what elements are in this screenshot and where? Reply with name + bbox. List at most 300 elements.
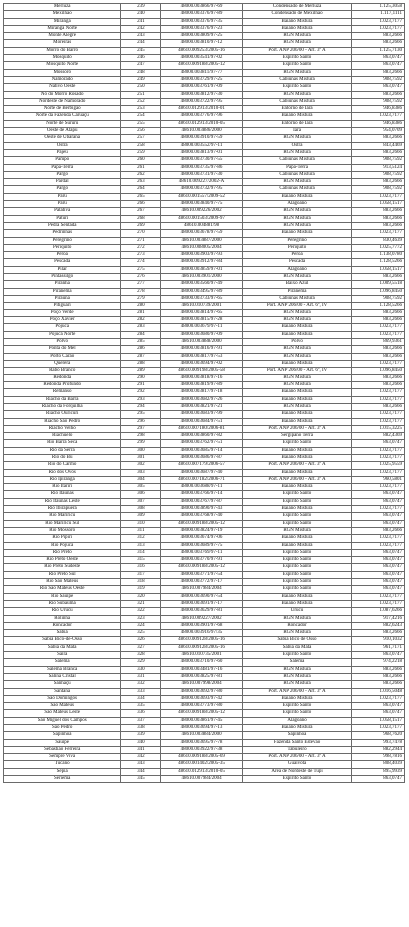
table-row xyxy=(4,718,404,725)
field-name-cell: Riacho Ouricuri xyxy=(4,411,121,417)
field-number-cell: 330 xyxy=(121,667,161,673)
table-row xyxy=(4,564,404,571)
field-number-cell: 256 xyxy=(121,128,161,134)
field-number-cell: 271 xyxy=(121,238,161,244)
process-number-cell: 48000.003678/97-59 xyxy=(161,230,243,236)
field-name-cell: Sabiá xyxy=(4,630,121,636)
field-name-cell: Pescada xyxy=(4,259,121,265)
table-row xyxy=(4,346,404,353)
reference-crude-cell: Baiano Mistura xyxy=(243,543,352,549)
table-row xyxy=(4,281,404,288)
price-value-cell: 1.015,3225 xyxy=(379,425,403,431)
table-row xyxy=(4,689,404,696)
field-name-cell: Paturi xyxy=(4,216,121,222)
field-name-cell: Namorado xyxy=(4,77,121,83)
price-value-cell: 1.023,7177 xyxy=(379,724,403,730)
table-row xyxy=(4,477,404,484)
field-number-cell: 298 xyxy=(121,433,161,439)
field-number-cell: 249 xyxy=(121,77,161,83)
field-name-cell: Tucano xyxy=(4,761,121,767)
reference-crude-cell: Cabiúnas Mistura xyxy=(243,186,352,192)
field-name-cell: Miranga xyxy=(4,19,121,25)
field-number-cell: 311 xyxy=(121,528,161,534)
field-name-cell: Sempre Viva xyxy=(4,754,121,760)
field-name-cell: Piraúna xyxy=(4,296,121,302)
process-number-cell: 48610.001402/2005-35 xyxy=(161,761,243,767)
reference-crude-cell: Condensado de Merluza xyxy=(243,4,352,10)
table-row xyxy=(4,121,404,128)
table-row xyxy=(4,419,404,426)
process-number-cell: 48610.003886/2000 xyxy=(161,128,243,134)
table-row xyxy=(4,252,404,259)
field-number-cell: 329 xyxy=(121,659,161,665)
field-number-cell: 302 xyxy=(121,462,161,468)
price-value-cell: 993,7478 xyxy=(383,739,403,745)
price-value-cell: 974,2218 xyxy=(383,659,403,665)
reference-crude-cell: RGN Mistura xyxy=(243,616,352,622)
price-value-cell: 1.058,1517 xyxy=(379,266,403,272)
field-name-cell: Pargo xyxy=(4,172,121,178)
table-row xyxy=(4,106,404,113)
field-number-cell: 241 xyxy=(121,19,161,25)
table-row xyxy=(4,521,404,528)
field-name-cell: São Mateus Leste xyxy=(4,710,121,716)
price-value-cell: 1.023,7177 xyxy=(379,600,403,606)
price-value-cell: 883,2666 xyxy=(383,673,403,679)
reference-crude-cell: Tabuleiro xyxy=(243,747,352,753)
field-name-cell: Riacho da Forquilha xyxy=(4,404,121,410)
field-number-cell: 255 xyxy=(121,121,161,127)
table-row xyxy=(4,165,404,172)
table-row xyxy=(4,40,404,47)
field-number-cell: 308 xyxy=(121,506,161,512)
field-name-cell: Rolinha xyxy=(4,616,121,622)
reference-crude-cell: Port. ANP 206/00 - Art. 3º A xyxy=(243,462,352,468)
reference-crude-cell: Periquito xyxy=(243,245,352,251)
field-number-cell: 309 xyxy=(121,513,161,519)
reference-crude-cell: Iara xyxy=(243,128,352,134)
price-value-cell: 883,2666 xyxy=(383,666,403,672)
field-number-cell: 288 xyxy=(121,361,161,367)
table-row xyxy=(4,506,404,513)
table-row xyxy=(4,332,404,339)
price-value-cell: 1.087,6266 xyxy=(379,608,403,614)
field-name-cell: Piranema xyxy=(4,289,121,295)
process-number-cell: 48000.003860/97-82 xyxy=(161,433,243,439)
process-number-cell: 48000.003560/97-49 xyxy=(161,281,243,287)
price-value-cell: 863,0747 xyxy=(383,571,403,577)
field-number-cell: 341 xyxy=(121,747,161,753)
price-value-cell: 863,0747 xyxy=(383,579,403,585)
reference-crude-cell: RGN Mistura xyxy=(243,375,352,381)
process-number-cell: 48610.009227/2002 xyxy=(161,616,243,622)
table-row xyxy=(4,616,404,623)
reference-crude-cell: Espírito Santo xyxy=(243,62,352,68)
field-name-cell: Redonda Profundo xyxy=(4,382,121,388)
price-value-cell: 1.023,7177 xyxy=(379,542,403,548)
field-number-cell: 325 xyxy=(121,630,161,636)
reference-crude-cell: Pescada xyxy=(243,259,352,265)
field-name-cell: Mossoró xyxy=(4,70,121,76)
price-value-cell: 883,2666 xyxy=(383,403,403,409)
field-name-cell: Oeste de Ubarana xyxy=(4,135,121,141)
reference-crude-cell: Piranema xyxy=(243,289,352,295)
table-row xyxy=(4,659,404,666)
field-number-cell: 299 xyxy=(121,440,161,446)
price-value-cell: 908,7592 xyxy=(383,98,403,104)
field-number-cell: 338 xyxy=(121,725,161,731)
reference-crude-cell: RGN Mistura xyxy=(243,179,352,185)
reference-crude-cell: RGN Mistura xyxy=(243,310,352,316)
field-name-cell: Morro do Barro xyxy=(4,48,121,54)
process-number-cell: 48000.003816/97-91 xyxy=(161,346,243,352)
reference-crude-cell: Peroá xyxy=(243,252,352,258)
price-value-cell: 1.125,3058 xyxy=(379,4,403,9)
price-value-cell: 1.096,8450 xyxy=(379,288,403,294)
price-value-cell: 863,0747 xyxy=(383,440,403,446)
reference-crude-cell: Baiano Mistura xyxy=(243,411,352,417)
price-value-cell: 883,2666 xyxy=(383,222,403,228)
price-value-cell: 1.023,7177 xyxy=(379,389,403,395)
reference-crude-cell: Port. ANP 206/00 - Art. 3º A xyxy=(243,48,352,54)
field-name-cell: Oeste de Atapu xyxy=(4,128,121,134)
reference-crude-cell: Baiano Mistura xyxy=(243,455,352,461)
price-value-cell: 883,2666 xyxy=(383,135,403,141)
price-value-cell: 1.023,7177 xyxy=(379,447,403,453)
reference-crude-cell: Espírito Santo xyxy=(243,710,352,716)
reference-crude-cell: Espírito Santo xyxy=(243,572,352,578)
field-name-cell: Pojuca xyxy=(4,324,121,330)
table-row xyxy=(4,550,404,557)
process-number-cell: 48000.003689/97-75 xyxy=(161,543,243,549)
field-name-cell: Sabiá Bico-de-Osso xyxy=(4,637,121,643)
process-number-cell: 48000.003693/97-42 xyxy=(161,696,243,702)
table-row xyxy=(4,725,404,732)
price-value-cell: 1.023,7177 xyxy=(379,411,403,417)
price-value-cell: 830,4639 xyxy=(383,237,403,243)
process-number-cell: 48000.003495/97-89 xyxy=(161,289,243,295)
process-number-cell: 48000.003376/97-35 xyxy=(161,19,243,25)
price-value-cell: 869,9361 xyxy=(383,338,403,344)
field-name-cell: Mosquito xyxy=(4,55,121,61)
table-row xyxy=(4,223,404,230)
table-row xyxy=(4,747,404,754)
field-number-cell: 322 xyxy=(121,608,161,614)
field-number-cell: 247 xyxy=(121,62,161,68)
field-name-cell: Rio Pojuca xyxy=(4,543,121,549)
process-number-cell: 48610.010739/2001 xyxy=(161,303,243,309)
field-name-cell: Pilar xyxy=(4,267,121,273)
table-row xyxy=(4,194,404,201)
price-value-cell: 863,0747 xyxy=(383,564,403,570)
field-number-cell: 307 xyxy=(121,499,161,505)
field-name-cell: Poço Verde xyxy=(4,310,121,316)
reference-crude-cell: Polvo xyxy=(243,339,352,345)
reference-crude-cell: Cabiúnas Mistura xyxy=(243,99,352,105)
field-number-cell: 282 xyxy=(121,317,161,323)
table-row xyxy=(4,216,404,223)
field-name-cell: Rio Ibirapuera xyxy=(4,506,121,512)
table-row xyxy=(4,601,404,608)
process-number-cell: 48610.009128/2005-16 xyxy=(161,637,243,643)
table-row xyxy=(4,732,404,739)
process-number-cell: 48000.003733/97-65 xyxy=(161,296,243,302)
price-value-cell: 863,0747 xyxy=(383,703,403,709)
table-row xyxy=(4,645,404,652)
field-name-cell: Rio Mossoró xyxy=(4,528,121,534)
field-number-cell: 262 xyxy=(121,172,161,178)
price-value-cell: 882,6243 xyxy=(383,622,403,628)
reference-crude-cell: Cabiúnas Mistura xyxy=(243,296,352,302)
table-row xyxy=(4,513,404,520)
field-name-cell: Pampo xyxy=(4,157,121,163)
process-number-cell: 48610.008005/2004 xyxy=(161,245,243,251)
table-row xyxy=(4,375,404,382)
price-value-cell: 1.023,7177 xyxy=(379,418,403,424)
process-number-cell: 48000.003810/97-12 xyxy=(161,40,243,46)
table-row xyxy=(4,608,404,615)
reference-crude-cell: Sabiá Bico de Osso xyxy=(243,637,352,643)
reference-crude-cell: Baiano Mistura xyxy=(243,26,352,32)
reference-crude-cell: RGN Mistura xyxy=(243,135,352,141)
price-value-cell: 1.023,7177 xyxy=(379,535,403,541)
price-value-cell: 882,2944 xyxy=(383,746,403,752)
process-number-cell: 48610.007182/2006-71 xyxy=(161,477,243,483)
field-name-cell: Rio Preto Sul xyxy=(4,572,121,578)
reference-crude-cell: Baiano Mistura xyxy=(243,725,352,731)
price-value-cell: 883,2666 xyxy=(383,179,403,185)
field-name-cell: Rio Itaúnas Leste xyxy=(4,499,121,505)
process-number-cell: 48000.003861/97-45 xyxy=(161,718,243,724)
price-value-cell: 883,2666 xyxy=(383,91,403,97)
process-number-cell: 48000.003811/97-77 xyxy=(161,70,243,76)
table-row xyxy=(4,179,404,186)
table-row xyxy=(4,303,404,310)
process-number-cell: 48610.003884/2000 xyxy=(161,732,243,738)
price-value-cell: 960,5801 xyxy=(383,476,403,482)
field-name-cell: Sépia xyxy=(4,769,121,775)
price-value-cell: 863,0747 xyxy=(383,55,403,61)
table-row xyxy=(4,397,404,404)
field-name-cell: Saíra xyxy=(4,652,121,658)
reference-crude-cell: Espírito Santo xyxy=(243,521,352,527)
reference-crude-cell: RGN Mistura xyxy=(243,208,352,214)
process-number-cell: 48610.009128/2005-16 xyxy=(161,645,243,651)
process-number-cell: 48000.003692/97-80 xyxy=(161,689,243,695)
reference-crude-cell: Port. ANP 206/00 - Art. 6º, IV xyxy=(243,303,352,309)
field-number-cell: 303 xyxy=(121,470,161,476)
reference-crude-cell: Baiano Mistura xyxy=(243,601,352,607)
reference-crude-cell: Port. ANP 206/00 - Art. 3º A xyxy=(243,477,352,483)
table-row xyxy=(4,11,404,18)
table-row xyxy=(4,84,404,91)
reference-crude-cell: Baiano Mistura xyxy=(243,696,352,702)
process-number-cell: 48000.003762/97-51 xyxy=(161,440,243,446)
price-value-cell: 883,2666 xyxy=(383,317,403,323)
reference-crude-cell: Espírito Santo xyxy=(243,499,352,505)
field-name-cell: Moreiras xyxy=(4,40,121,46)
field-number-cell: 340 xyxy=(121,740,161,746)
field-number-cell: 250 xyxy=(121,84,161,90)
process-number-cell: 48000.003685/97-14 xyxy=(161,448,243,454)
reference-crude-cell: Entorno de Iara xyxy=(243,106,352,112)
field-name-cell: Rio São Mateus Oeste xyxy=(4,586,121,592)
process-number-cell: 48610.007998/2004 xyxy=(161,681,243,687)
price-value-cell: 863,0747 xyxy=(383,652,403,658)
price-value-cell: 1.023,7177 xyxy=(379,331,403,337)
table-row xyxy=(4,143,404,150)
field-number-cell: 263 xyxy=(121,179,161,185)
reference-crude-cell: RGN Mistura xyxy=(243,674,352,680)
field-number-cell: 285 xyxy=(121,339,161,345)
field-name-cell: Mexilhão xyxy=(4,11,121,17)
field-name-cell: Santana xyxy=(4,689,121,695)
reference-crude-cell: RGN Mistura xyxy=(243,223,352,229)
price-value-cell: 1.016,5048 xyxy=(379,688,403,694)
field-name-cell: Rio Subaúma xyxy=(4,601,121,607)
process-number-cell: 48000.003687/97-40 xyxy=(161,470,243,476)
field-number-cell: 252 xyxy=(121,99,161,105)
table-body xyxy=(3,3,405,783)
process-number-cell: 48000.003682/97-26 xyxy=(161,397,243,403)
field-number-cell: 260 xyxy=(121,157,161,163)
process-number-cell: 48610.003901/2000 xyxy=(161,274,243,280)
process-number-cell: 48000.003761/97-09 xyxy=(161,84,243,90)
table-row xyxy=(4,674,404,681)
field-name-cell: Rio Itariri xyxy=(4,484,121,490)
price-value-cell: 863,0747 xyxy=(383,557,403,563)
reference-crude-cell: Espírito Santo xyxy=(243,579,352,585)
field-name-cell: Riacho da Barra xyxy=(4,397,121,403)
process-number-cell: 48610.001557/2009-52 xyxy=(161,194,243,200)
field-number-cell: 331 xyxy=(121,674,161,680)
process-number-cell: 48000.003815/97-28 xyxy=(161,317,243,323)
price-value-cell: 1.023,7177 xyxy=(379,360,403,366)
price-value-cell: 883,2666 xyxy=(383,69,403,75)
price-value-cell: 968,7620 xyxy=(383,732,403,738)
reference-crude-cell: Baiano Mistura xyxy=(243,230,352,236)
reference-crude-cell: Fazenda Santo Estevão xyxy=(243,740,352,746)
field-number-cell: 301 xyxy=(121,455,161,461)
field-name-cell: Pedra Sentada xyxy=(4,223,121,229)
reference-crude-cell: RGN Mistura xyxy=(243,33,352,39)
field-name-cell: Norte de Berbigão xyxy=(4,106,121,112)
process-number-cell: 48000.003481/97-16 xyxy=(161,667,243,673)
table-row xyxy=(4,448,404,455)
field-name-cell: Nordeste de Namorado xyxy=(4,99,121,105)
field-number-cell: 284 xyxy=(121,332,161,338)
field-number-cell: 326 xyxy=(121,637,161,643)
process-number-cell: 48000.003772/97-17 xyxy=(161,579,243,585)
reference-crude-cell: RGN Mistura xyxy=(243,382,352,388)
reference-crude-cell: RGN Mistura xyxy=(243,92,352,98)
process-number-cell: 48000.003684/97-51 xyxy=(161,419,243,425)
table-row xyxy=(4,535,404,542)
table-row xyxy=(4,776,404,783)
field-number-cell: 270 xyxy=(121,230,161,236)
process-number-cell: 48000.003916/97/35 xyxy=(161,630,243,636)
price-value-cell: 883,2666 xyxy=(383,681,403,687)
table-row xyxy=(4,368,404,375)
process-number-cell: 48610.001503/2009-97 xyxy=(161,216,243,222)
process-number-cell: 48000.003769/97-11 xyxy=(161,550,243,556)
process-number-cell: 48000.003814/97-65 xyxy=(161,310,243,316)
price-value-cell: 1.125,7130 xyxy=(379,47,403,53)
field-name-cell: Rio Preto Sudeste xyxy=(4,564,121,570)
reference-crude-cell: RGN Mistura xyxy=(243,528,352,534)
reference-crude-cell: Baiano Mistura xyxy=(243,194,352,200)
table-row xyxy=(4,623,404,630)
table-row xyxy=(4,70,404,77)
reference-crude-cell: Port. ANP 206/00 - Art. 3º A xyxy=(243,426,352,432)
table-row xyxy=(4,426,404,433)
table-row xyxy=(4,339,404,346)
table-row xyxy=(4,761,404,768)
table-row xyxy=(4,186,404,193)
field-number-cell: 321 xyxy=(121,601,161,607)
price-value-cell: 961,7171 xyxy=(383,644,403,650)
table-row xyxy=(4,411,404,418)
field-name-cell: Polvo xyxy=(4,339,121,345)
field-number-cell: 277 xyxy=(121,281,161,287)
process-number-cell: 48610.009198/2005-58 xyxy=(161,368,243,374)
price-value-cell: 1.023,7177 xyxy=(379,695,403,701)
field-name-cell: Rio São Mateus xyxy=(4,579,121,585)
reference-crude-cell: RGN Mistura xyxy=(243,346,352,352)
reference-crude-cell: Área de Nordeste de Tupi xyxy=(243,769,352,775)
process-number-cell: 48000.003901/97-68 xyxy=(161,623,243,629)
table-row xyxy=(4,462,404,469)
field-number-cell: 306 xyxy=(121,491,161,497)
price-value-cell: 1.117,1111 xyxy=(380,11,403,17)
field-name-cell: Peroá xyxy=(4,252,121,258)
field-number-cell: 258 xyxy=(121,143,161,149)
field-number-cell: 304 xyxy=(121,477,161,483)
field-number-cell: 328 xyxy=(121,652,161,658)
reference-crude-cell: RGN Mistura xyxy=(243,216,352,222)
reference-crude-cell: RGN Mistura xyxy=(243,354,352,360)
field-number-cell: 265 xyxy=(121,194,161,200)
process-number-cell: 48000.003767/97-87 xyxy=(161,499,243,505)
table-row xyxy=(4,404,404,411)
field-name-cell: Pojuca Norte xyxy=(4,332,121,338)
process-number-cell: 48000.003813/97-01 xyxy=(161,150,243,156)
table-row xyxy=(4,310,404,317)
price-value-cell: 883,2666 xyxy=(383,630,403,636)
process-number-cell: 48000.003922/97-38 xyxy=(161,747,243,753)
field-number-cell: 257 xyxy=(121,135,161,141)
process-number-cell: 48000.003773/97-80 xyxy=(161,703,243,709)
reference-crude-cell: RGN Mistura xyxy=(243,274,352,280)
field-number-cell: 245 xyxy=(121,48,161,54)
process-number-cell: 48000.003770/97-91 xyxy=(161,557,243,563)
table-row xyxy=(4,710,404,717)
reference-crude-cell: RGN Mistura xyxy=(243,40,352,46)
process-number-cell: 48000.003695/97-78 xyxy=(161,740,243,746)
reference-crude-cell: Port. ANP 206/00 - Art. 3º A xyxy=(243,754,352,760)
table-row xyxy=(4,740,404,747)
price-value-cell: 883,2666 xyxy=(383,208,403,214)
field-number-cell: 295 xyxy=(121,411,161,417)
price-value-cell: 1.009,5518 xyxy=(379,281,403,287)
field-number-cell: 266 xyxy=(121,201,161,207)
price-value-cell: 1.023,7177 xyxy=(379,469,403,475)
table-row xyxy=(4,324,404,331)
field-name-cell: Riacho Velho xyxy=(4,426,121,432)
price-value-cell: 1.058,1517 xyxy=(379,717,403,723)
reference-crude-cell: Espírito Santo xyxy=(243,491,352,497)
field-name-cell: Merluza xyxy=(4,4,121,10)
